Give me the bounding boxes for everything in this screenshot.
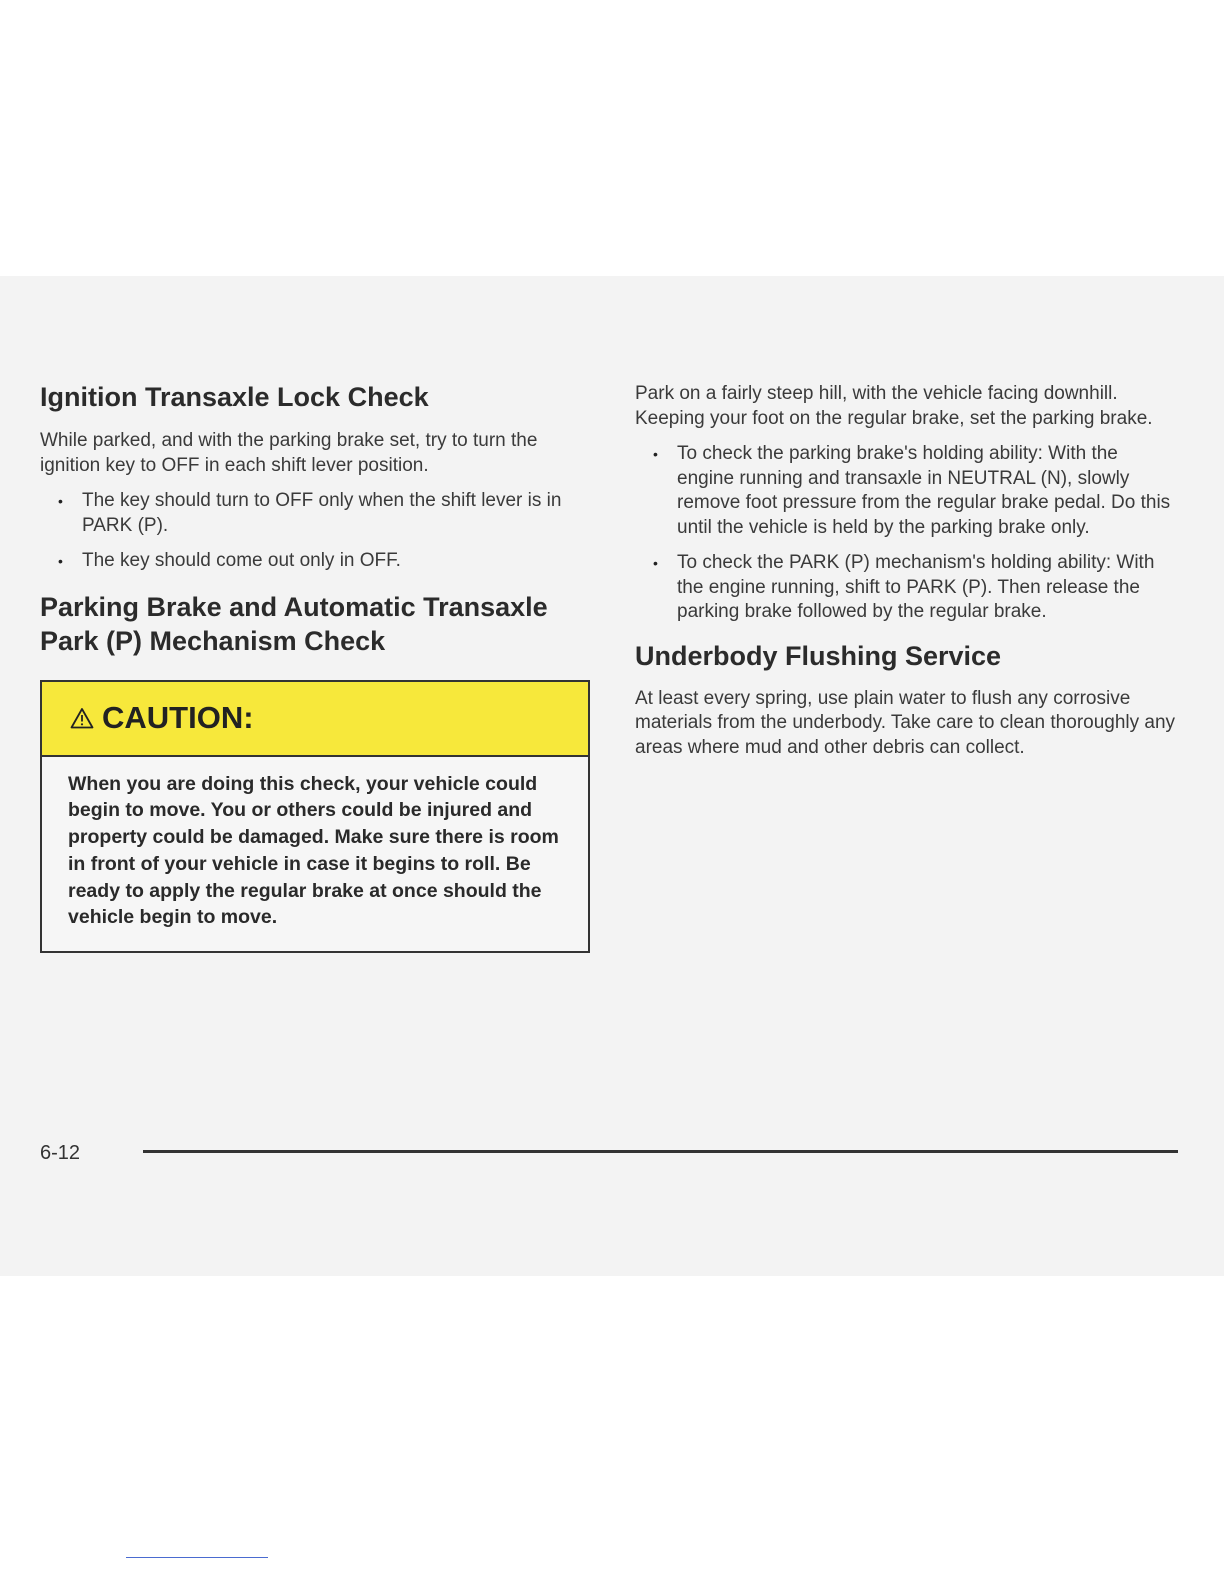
heading-underbody-flushing: Underbody Flushing Service bbox=[635, 640, 1002, 671]
underbody-paragraph: At least every spring, use plain water to flush any corrosive materials from the underbody. Take care to clean thoroughly any areas where mud and other debris can collect. bbox=[635, 687, 1176, 758]
caution-header bbox=[42, 682, 588, 757]
heading-parking-brake-check: Parking Brake and Automatic Transaxle Park (P) Mechanism Check bbox=[40, 591, 548, 656]
page-number: 6-12 bbox=[40, 1142, 81, 1164]
bullet-icon: • bbox=[653, 446, 658, 462]
bullet-icon: • bbox=[653, 555, 658, 571]
list-item-text: To check the parking brake's holding ability: With the engine running and transaxle in NEUTRAL (N), slowly remove foot pressure from the regular brake pedal. Do this until the vehicle is held by the parking brake only. bbox=[677, 443, 1171, 538]
bullet-icon: • bbox=[58, 553, 63, 569]
brake-check-bullet-list bbox=[635, 442, 1180, 625]
ignition-bullet-list bbox=[40, 489, 590, 574]
caution-title: CAUTION: bbox=[102, 700, 254, 735]
list-item-text: To check the PARK (P) mechanism's holding ability: With the engine running, shift to PARK (P). Then release the parking brake followed by the regular brake. bbox=[677, 552, 1155, 622]
ignition-paragraph: While parked, and with the parking brake set, try to turn the ignition key to OFF in each shift lever position. bbox=[40, 430, 538, 476]
list-item bbox=[40, 489, 590, 538]
warning-triangle-icon bbox=[70, 707, 94, 729]
list-item-text: The key should come out only in OFF. bbox=[82, 550, 401, 571]
list-item bbox=[40, 549, 590, 574]
park-on-hill-paragraph: Park on a fairly steep hill, with the vehicle facing downhill. Keeping your foot on the regular brake, set the parking brake. bbox=[635, 383, 1153, 429]
caution-body-text: When you are doing this check, your vehicle could begin to move. You or others could be injured and property could be damaged. Make sure there is room in front of your vehicle in case it begins to roll. Be ready to apply the regular brake at once should the vehicle begin to move. bbox=[68, 772, 559, 929]
left-column bbox=[40, 380, 590, 953]
heading-ignition-lock-check: Ignition Transaxle Lock Check bbox=[40, 382, 429, 412]
list-item bbox=[635, 442, 1180, 540]
list-item-text: The key should turn to OFF only when the shift lever is in PARK (P). bbox=[82, 490, 562, 536]
right-column bbox=[635, 382, 1180, 760]
footer-divider bbox=[143, 1150, 1178, 1153]
caution-box bbox=[40, 680, 590, 954]
bullet-icon: • bbox=[58, 493, 63, 509]
list-item bbox=[635, 551, 1180, 625]
bottom-link-underline bbox=[126, 1557, 268, 1558]
